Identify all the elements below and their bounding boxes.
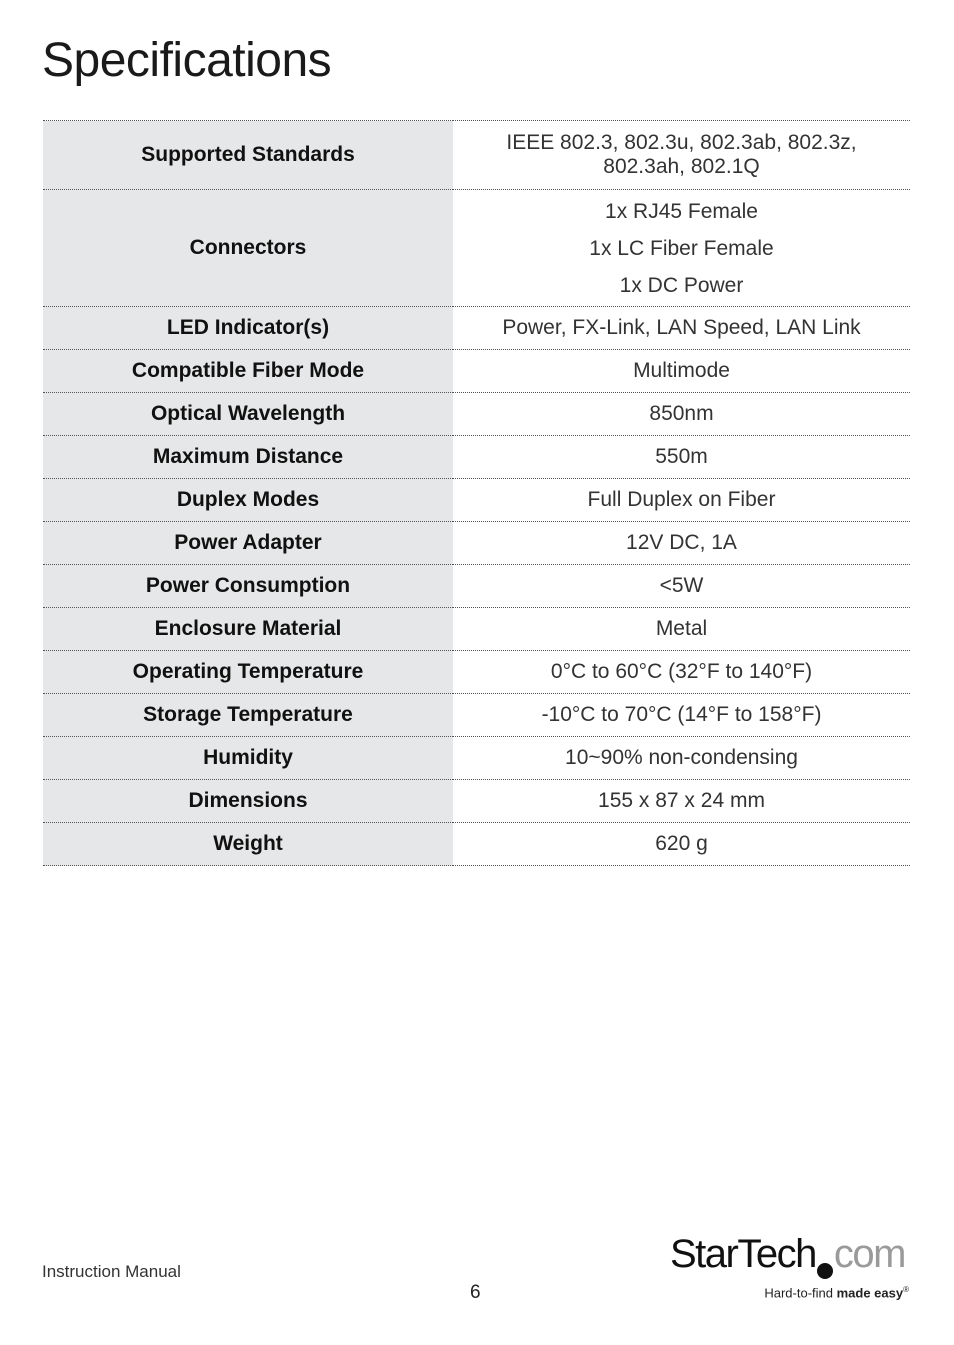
spec-value <box>453 121 910 190</box>
spec-label: Operating Temperature <box>43 651 453 694</box>
spec-label: Maximum Distance <box>43 436 453 479</box>
spec-value: -10°C to 70°C (14°F to 158°F) <box>453 694 910 737</box>
spec-value-line: 1x DC Power <box>619 273 744 297</box>
specifications-table <box>43 120 910 866</box>
spec-row-dimensions <box>43 780 910 823</box>
spec-label: Storage Temperature <box>43 694 453 737</box>
spec-value-line: 1x RJ45 Female <box>605 199 758 223</box>
spec-label: Power Consumption <box>43 565 453 608</box>
spec-row-duplex-modes <box>43 479 910 522</box>
spec-value <box>453 190 910 307</box>
spec-row-power-adapter <box>43 522 910 565</box>
spec-label: Compatible Fiber Mode <box>43 350 453 393</box>
page-title: Specifications <box>42 34 332 87</box>
spec-value: Metal <box>453 608 910 651</box>
spec-label: Connectors <box>43 190 453 307</box>
spec-value-line: IEEE 802.3, 802.3u, 802.3ab, 802.3z, <box>506 131 857 154</box>
footer-document-label: Instruction Manual <box>42 1262 181 1281</box>
spec-label: Humidity <box>43 737 453 780</box>
logo-brand: StarTech <box>670 1232 816 1276</box>
spec-label: Power Adapter <box>43 522 453 565</box>
spec-value-line: 802.3ah, 802.1Q <box>603 155 760 178</box>
logo-tagline-bold: made easy <box>836 1285 904 1301</box>
spec-row-optical-wavelength <box>43 393 910 436</box>
spec-label: Dimensions <box>43 780 453 823</box>
spec-row-connectors <box>43 190 910 307</box>
spec-label: Optical Wavelength <box>43 393 453 436</box>
spec-label: Enclosure Material <box>43 608 453 651</box>
page-number: 6 <box>470 1282 481 1303</box>
logo-tagline <box>670 1285 915 1300</box>
spec-row-operating-temperature <box>43 651 910 694</box>
logo-dot-icon <box>817 1263 833 1279</box>
spec-label: Supported Standards <box>43 121 453 190</box>
spec-value: 12V DC, 1A <box>453 522 910 565</box>
logo-wordmark <box>670 1232 915 1279</box>
spec-value: Multimode <box>453 350 910 393</box>
spec-value: 550m <box>453 436 910 479</box>
spec-row-led-indicators <box>43 307 910 350</box>
spec-row-power-consumption <box>43 565 910 608</box>
startech-logo <box>670 1232 915 1300</box>
registered-mark: ® <box>903 1285 909 1294</box>
spec-row-humidity <box>43 737 910 780</box>
spec-row-storage-temperature <box>43 694 910 737</box>
spec-row-compatible-fiber-mode <box>43 350 910 393</box>
spec-label: Duplex Modes <box>43 479 453 522</box>
spec-row-maximum-distance <box>43 436 910 479</box>
spec-value: <5W <box>453 565 910 608</box>
spec-value: 850nm <box>453 393 910 436</box>
spec-row-supported-standards <box>43 121 910 190</box>
spec-row-weight <box>43 823 910 866</box>
spec-value: Power, FX-Link, LAN Speed, LAN Link <box>453 307 910 350</box>
logo-tagline-regular: Hard-to-find <box>764 1285 837 1301</box>
spec-label: LED Indicator(s) <box>43 307 453 350</box>
spec-value: 620 g <box>453 823 910 866</box>
logo-tld: com <box>833 1232 905 1276</box>
spec-row-enclosure-material <box>43 608 910 651</box>
spec-value: Full Duplex on Fiber <box>453 479 910 522</box>
spec-value: 10~90% non-condensing <box>453 737 910 780</box>
spec-label: Weight <box>43 823 453 866</box>
spec-value: 155 x 87 x 24 mm <box>453 780 910 823</box>
spec-value-line: 1x LC Fiber Female <box>589 236 774 260</box>
spec-value: 0°C to 60°C (32°F to 140°F) <box>453 651 910 694</box>
